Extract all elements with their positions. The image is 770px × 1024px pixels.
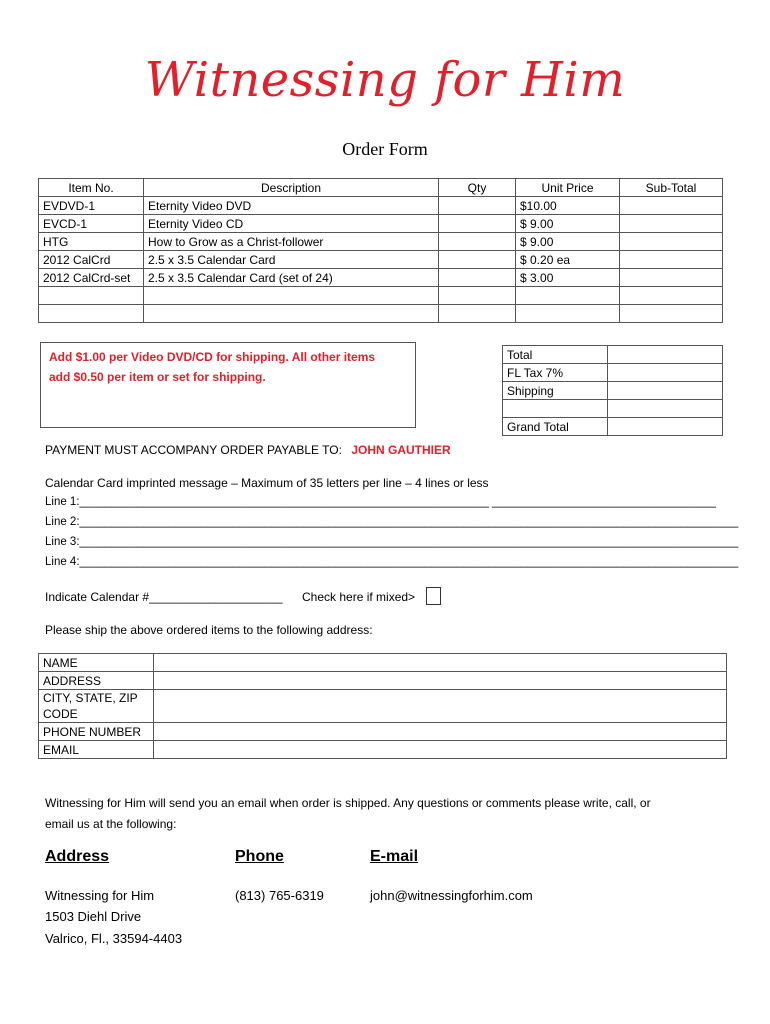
mixed-label: Check here if mixed>	[302, 590, 416, 604]
name-row	[39, 654, 727, 672]
calendar-number-field[interactable]: Indicate Calendar #____________________	[45, 590, 283, 604]
col-item-no: Item No.	[39, 179, 144, 197]
address-line-2: 1503 Diehl Drive	[45, 909, 142, 924]
col-description: Description	[144, 179, 439, 197]
cell-sub-total[interactable]	[620, 251, 723, 269]
document-title: Witnessing for Him	[144, 52, 626, 108]
name-label: NAME	[39, 654, 154, 672]
col-sub-total: Sub-Total	[620, 179, 723, 197]
cell-qty[interactable]	[439, 233, 516, 251]
name-input[interactable]	[154, 654, 727, 672]
table-row	[39, 251, 723, 269]
cell-sub-total[interactable]	[620, 287, 723, 305]
shipping-label: Shipping	[503, 382, 608, 400]
email-row	[39, 741, 727, 759]
phone-number: (813) 765-6319	[235, 888, 324, 903]
address-line-3: Valrico, Fl., 33594-4403	[45, 931, 183, 946]
cell-unit-price	[516, 305, 620, 323]
address-label: ADDRESS	[39, 672, 154, 690]
address-input[interactable]	[154, 672, 727, 690]
cell-description: How to Grow as a Christ-follower	[144, 233, 439, 251]
ship-instruction: Please ship the above ordered items to the following address:	[45, 623, 373, 637]
tax-value[interactable]	[608, 364, 723, 382]
cell-qty[interactable]	[439, 287, 516, 305]
payment-text: PAYMENT MUST ACCOMPANY ORDER PAYABLE TO:	[45, 443, 342, 457]
cell-description	[144, 305, 439, 323]
order-form-subtitle: Order Form	[342, 139, 428, 159]
table-row	[39, 197, 723, 215]
cell-description: Eternity Video DVD	[144, 197, 439, 215]
message-line-2[interactable]: Line 2:_______________________________________________________________________________________________________	[45, 516, 739, 528]
cell-unit-price: $ 9.00	[516, 233, 620, 251]
cell-unit-price: $ 0.20 ea	[516, 251, 620, 269]
grand-total-value[interactable]	[608, 418, 723, 436]
cell-qty[interactable]	[439, 197, 516, 215]
phone-row	[39, 723, 727, 741]
cell-item-no: EVDVD-1	[39, 197, 144, 215]
address-row	[39, 672, 727, 690]
city-row	[39, 690, 727, 723]
cell-item-no: HTG	[39, 233, 144, 251]
shipping-note-line2: add $0.50 per item or set for shipping.	[49, 370, 266, 384]
col-qty: Qty	[439, 179, 516, 197]
cell-item-no: 2012 CalCrd	[39, 251, 144, 269]
cell-description: 2.5 x 3.5 Calendar Card (set of 24)	[144, 269, 439, 287]
grand-total-row	[503, 418, 723, 436]
cell-item-no: 2012 CalCrd-set	[39, 269, 144, 287]
cell-description: 2.5 x 3.5 Calendar Card	[144, 251, 439, 269]
cell-qty[interactable]	[439, 269, 516, 287]
phone-label: PHONE NUMBER	[39, 723, 154, 741]
cell-sub-total[interactable]	[620, 233, 723, 251]
payment-statement	[45, 443, 451, 457]
payee-name: JOHN GAUTHIER	[351, 443, 451, 457]
message-line-3[interactable]: Line 3:_______________________________________________________________________________________________________	[45, 536, 739, 548]
table-row	[39, 269, 723, 287]
mixed-checkbox[interactable]	[426, 587, 441, 605]
totals-table	[502, 345, 723, 436]
address-heading: Address	[45, 848, 110, 865]
cell-item-no	[39, 305, 144, 323]
address-line-1: Witnessing for Him	[45, 888, 155, 903]
cell-unit-price: $ 3.00	[516, 269, 620, 287]
shipping-value[interactable]	[608, 382, 723, 400]
table-row	[39, 305, 723, 323]
notice-line-2: email us at the following:	[45, 817, 177, 831]
shipping-note	[40, 342, 416, 428]
cell-sub-total[interactable]	[620, 215, 723, 233]
email-label: EMAIL	[39, 741, 154, 759]
email-heading: E-mail	[370, 848, 419, 865]
cell-unit-price: $10.00	[516, 197, 620, 215]
total-row	[503, 346, 723, 364]
cell-qty[interactable]	[439, 215, 516, 233]
items-header-row	[39, 179, 723, 197]
cell-item-no: EVCD-1	[39, 215, 144, 233]
cell-unit-price: $ 9.00	[516, 215, 620, 233]
table-row	[39, 287, 723, 305]
cell-unit-price	[516, 287, 620, 305]
email-address[interactable]: john@witnessingforhim.com	[370, 888, 533, 903]
cell-description: Eternity Video CD	[144, 215, 439, 233]
cell-sub-total[interactable]	[620, 269, 723, 287]
email-input[interactable]	[154, 741, 727, 759]
cell-qty[interactable]	[439, 251, 516, 269]
col-unit-price: Unit Price	[516, 179, 620, 197]
city-label: CITY, STATE, ZIP CODE	[39, 690, 154, 723]
address-table	[38, 653, 727, 759]
tax-label: FL Tax 7%	[503, 364, 608, 382]
table-row	[39, 233, 723, 251]
shipping-note-line1: Add $1.00 per Video DVD/CD for shipping. All other items	[49, 350, 376, 364]
calendar-instruction: Calendar Card imprinted message – Maximum of 35 letters per line – 4 lines or less	[45, 476, 489, 490]
cell-description	[144, 287, 439, 305]
blank-row	[503, 400, 723, 418]
table-row	[39, 215, 723, 233]
tax-row	[503, 364, 723, 382]
phone-heading: Phone	[235, 848, 284, 865]
cell-qty[interactable]	[439, 305, 516, 323]
notice-line-1: Witnessing for Him will send you an email when order is shipped. Any questions or comments please write, call, or	[45, 796, 651, 810]
message-line-1[interactable]: Line 1:________________________________________________________________ ___________________________________	[45, 496, 716, 508]
shipping-row	[503, 382, 723, 400]
total-label: Total	[503, 346, 608, 364]
phone-input[interactable]	[154, 723, 727, 741]
cell-sub-total[interactable]	[620, 305, 723, 323]
grand-total-label: Grand Total	[503, 418, 608, 436]
cell-item-no	[39, 287, 144, 305]
city-input[interactable]	[154, 690, 727, 723]
message-line-4[interactable]: Line 4:_______________________________________________________________________________________________________	[45, 556, 739, 568]
cell-sub-total[interactable]	[620, 197, 723, 215]
total-value[interactable]	[608, 346, 723, 364]
items-table	[38, 178, 723, 323]
